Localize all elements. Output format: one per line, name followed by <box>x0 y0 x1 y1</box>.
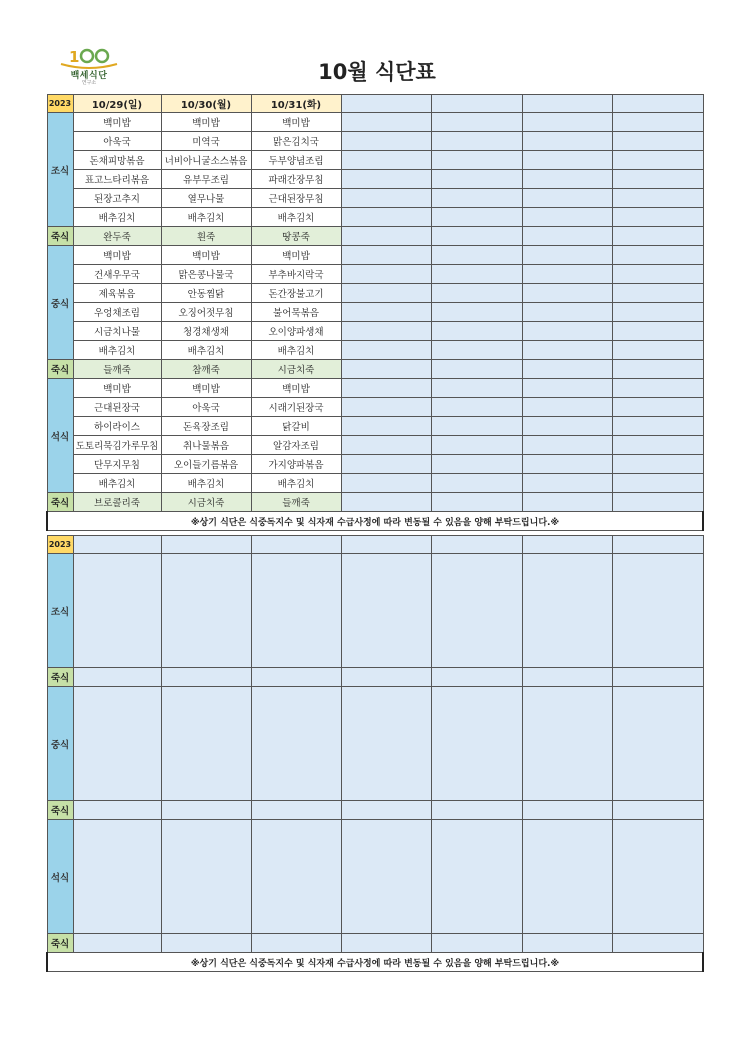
empty-cell <box>251 554 341 668</box>
empty-cell <box>612 801 703 820</box>
menu-item: 미역국 <box>161 132 251 151</box>
menu-item: 단무지무침 <box>73 455 161 474</box>
empty-cell <box>341 132 431 151</box>
empty-cell <box>522 687 612 801</box>
empty-cell <box>431 132 522 151</box>
footnote: ※상기 식단은 식중독지수 및 식자재 수급사정에 따라 변동될 수 있음을 양해 부탁드립니다.※ <box>47 953 703 972</box>
empty-cell <box>161 820 251 934</box>
menu-item: 파래간장무침 <box>251 170 341 189</box>
logo-sub: 연구소 <box>81 80 97 86</box>
empty-cell <box>251 801 341 820</box>
table-row <box>47 820 703 934</box>
menu-item: 배추김치 <box>161 474 251 493</box>
empty-cell <box>341 379 431 398</box>
empty-cell <box>522 474 612 493</box>
note-row <box>47 953 703 972</box>
empty-cell <box>73 687 161 801</box>
empty-cell <box>431 474 522 493</box>
empty-cell <box>522 341 612 360</box>
menu-item: 돈육장조림 <box>161 417 251 436</box>
empty-header <box>73 536 161 554</box>
empty-header <box>522 536 612 554</box>
menu-item: 배추김치 <box>161 341 251 360</box>
meal-label: 중식 <box>47 687 73 801</box>
empty-cell <box>612 398 703 417</box>
empty-cell <box>612 436 703 455</box>
menu-item: 도토리묵김가루무침 <box>73 436 161 455</box>
juk-row <box>47 668 703 687</box>
table-row <box>47 170 703 189</box>
menu-item: 배추김치 <box>251 341 341 360</box>
empty-cell <box>612 132 703 151</box>
menu-item: 오이들기름볶음 <box>161 455 251 474</box>
empty-cell <box>522 801 612 820</box>
table-row <box>47 208 703 227</box>
juk-row <box>47 360 703 379</box>
empty-cell <box>431 322 522 341</box>
empty-cell <box>431 151 522 170</box>
empty-cell <box>522 170 612 189</box>
menu-item: 시래기된장국 <box>251 398 341 417</box>
juk-item: 완두죽 <box>73 227 161 246</box>
empty-cell <box>522 379 612 398</box>
menu-item: 돈간장불고기 <box>251 284 341 303</box>
empty-cell <box>522 246 612 265</box>
empty-cell <box>73 554 161 668</box>
menu-item: 취나물볶음 <box>161 436 251 455</box>
empty-cell <box>522 113 612 132</box>
date-header: 10/31(화) <box>251 95 341 113</box>
empty-cell <box>251 668 341 687</box>
empty-cell <box>522 132 612 151</box>
empty-cell <box>612 820 703 934</box>
menu-item: 백미밥 <box>161 379 251 398</box>
note-row <box>47 512 703 531</box>
empty-cell <box>341 801 431 820</box>
empty-cell <box>341 208 431 227</box>
menu-item: 불어묵볶음 <box>251 303 341 322</box>
empty-cell <box>431 303 522 322</box>
empty-cell <box>161 687 251 801</box>
menu-item: 맑은콩나물국 <box>161 265 251 284</box>
menu-item: 시금치나물 <box>73 322 161 341</box>
logo-mark-icon <box>56 46 122 70</box>
empty-cell <box>612 170 703 189</box>
empty-cell <box>341 436 431 455</box>
empty-cell <box>522 189 612 208</box>
empty-cell <box>251 934 341 953</box>
empty-cell <box>341 455 431 474</box>
empty-header <box>431 95 522 113</box>
table-row <box>47 246 703 265</box>
menu-item: 가지양파볶음 <box>251 455 341 474</box>
meal-label: 조식 <box>47 113 73 227</box>
empty-header <box>522 95 612 113</box>
menu-item: 배추김치 <box>73 474 161 493</box>
menu-item: 백미밥 <box>73 113 161 132</box>
juk-item: 브로콜리죽 <box>73 493 161 512</box>
empty-cell <box>612 934 703 953</box>
empty-cell <box>522 436 612 455</box>
empty-cell <box>341 668 431 687</box>
juk-label: 죽식 <box>47 801 73 820</box>
svg-text:1: 1 <box>69 48 80 66</box>
juk-item: 흰죽 <box>161 227 251 246</box>
table-row <box>47 455 703 474</box>
empty-cell <box>431 208 522 227</box>
empty-cell <box>612 113 703 132</box>
empty-cell <box>341 687 431 801</box>
menu-item: 오징어젓무침 <box>161 303 251 322</box>
empty-cell <box>431 113 522 132</box>
empty-cell <box>612 227 703 246</box>
empty-cell <box>431 668 522 687</box>
menu-item: 우엉채조림 <box>73 303 161 322</box>
empty-cell <box>431 379 522 398</box>
menu-item: 돈채피망볶음 <box>73 151 161 170</box>
menu-item: 백미밥 <box>161 113 251 132</box>
juk-label: 죽식 <box>47 360 73 379</box>
empty-cell <box>341 820 431 934</box>
table-row <box>47 189 703 208</box>
table-row <box>47 474 703 493</box>
menu-item: 닭갈비 <box>251 417 341 436</box>
menu-item: 건새우무국 <box>73 265 161 284</box>
menu-item: 너비아니굴소스볶음 <box>161 151 251 170</box>
menu-item: 오이양파생채 <box>251 322 341 341</box>
menu-item: 배추김치 <box>73 208 161 227</box>
menu-item: 표고느타리볶음 <box>73 170 161 189</box>
empty-cell <box>73 820 161 934</box>
empty-cell <box>431 493 522 512</box>
menu-item: 백미밥 <box>251 113 341 132</box>
empty-cell <box>612 455 703 474</box>
menu-item: 배추김치 <box>161 208 251 227</box>
empty-cell <box>431 398 522 417</box>
menu-item: 백미밥 <box>251 379 341 398</box>
meal-label: 석식 <box>47 820 73 934</box>
empty-header <box>431 536 522 554</box>
empty-cell <box>522 554 612 668</box>
menu-item: 된장고추지 <box>73 189 161 208</box>
empty-cell <box>522 455 612 474</box>
juk-item: 참깨죽 <box>161 360 251 379</box>
empty-cell <box>341 417 431 436</box>
empty-cell <box>341 227 431 246</box>
menu-item: 알감자조림 <box>251 436 341 455</box>
empty-cell <box>522 284 612 303</box>
empty-header <box>612 536 703 554</box>
juk-item: 들깨죽 <box>73 360 161 379</box>
empty-cell <box>612 379 703 398</box>
empty-cell <box>522 151 612 170</box>
menu-item: 백미밥 <box>161 246 251 265</box>
date-header: 10/30(월) <box>161 95 251 113</box>
menu-item: 아욱국 <box>73 132 161 151</box>
empty-header <box>341 536 431 554</box>
empty-cell <box>161 934 251 953</box>
empty-cell <box>431 820 522 934</box>
empty-cell <box>341 151 431 170</box>
meal-label: 중식 <box>47 246 73 360</box>
empty-cell <box>522 208 612 227</box>
table-row <box>47 417 703 436</box>
juk-row <box>47 227 703 246</box>
week2-menu-table <box>46 535 704 972</box>
empty-cell <box>612 341 703 360</box>
date-header: 10/29(일) <box>73 95 161 113</box>
menu-item: 부추바지락국 <box>251 265 341 284</box>
table-row <box>47 687 703 801</box>
menu-item: 아욱국 <box>161 398 251 417</box>
empty-cell <box>522 227 612 246</box>
table-row <box>47 132 703 151</box>
menu-item: 안동찜닭 <box>161 284 251 303</box>
empty-cell <box>341 284 431 303</box>
empty-cell <box>522 820 612 934</box>
table-row <box>47 151 703 170</box>
menu-item: 근대된장무침 <box>251 189 341 208</box>
empty-cell <box>522 360 612 379</box>
empty-cell <box>161 801 251 820</box>
empty-cell <box>431 436 522 455</box>
empty-cell <box>341 246 431 265</box>
empty-cell <box>522 493 612 512</box>
empty-cell <box>431 189 522 208</box>
empty-cell <box>161 554 251 668</box>
header-row <box>47 95 703 113</box>
empty-cell <box>73 668 161 687</box>
juk-item: 시금치죽 <box>251 360 341 379</box>
empty-cell <box>612 284 703 303</box>
empty-cell <box>341 360 431 379</box>
empty-cell <box>341 493 431 512</box>
empty-cell <box>251 687 341 801</box>
table-row <box>47 436 703 455</box>
empty-header <box>161 536 251 554</box>
menu-item: 근대된장국 <box>73 398 161 417</box>
table-row <box>47 341 703 360</box>
empty-cell <box>341 322 431 341</box>
juk-item: 들깨죽 <box>251 493 341 512</box>
empty-cell <box>341 554 431 668</box>
menu-item: 백미밥 <box>73 379 161 398</box>
table-row <box>47 284 703 303</box>
menu-item: 제육볶음 <box>73 284 161 303</box>
empty-cell <box>431 246 522 265</box>
empty-cell <box>73 934 161 953</box>
empty-cell <box>431 170 522 189</box>
empty-cell <box>522 417 612 436</box>
year-cell: 2023 <box>47 95 73 113</box>
juk-row <box>47 801 703 820</box>
empty-cell <box>612 360 703 379</box>
empty-cell <box>612 151 703 170</box>
juk-row <box>47 934 703 953</box>
empty-cell <box>522 322 612 341</box>
empty-cell <box>612 265 703 284</box>
table-row <box>47 379 703 398</box>
table-row <box>47 398 703 417</box>
juk-row <box>47 493 703 512</box>
empty-cell <box>431 687 522 801</box>
empty-cell <box>612 208 703 227</box>
empty-cell <box>522 265 612 284</box>
menu-item: 청경채생채 <box>161 322 251 341</box>
menu-item: 배추김치 <box>251 208 341 227</box>
meal-label: 석식 <box>47 379 73 493</box>
empty-cell <box>161 668 251 687</box>
menu-item: 배추김치 <box>251 474 341 493</box>
empty-cell <box>612 687 703 801</box>
empty-cell <box>612 322 703 341</box>
empty-cell <box>612 554 703 668</box>
empty-cell <box>431 554 522 668</box>
menu-item: 열무나물 <box>161 189 251 208</box>
logo-name: 백세식단 <box>70 71 108 81</box>
page-title: 10월 식단표 <box>318 60 436 84</box>
empty-cell <box>612 474 703 493</box>
meal-label: 조식 <box>47 554 73 668</box>
empty-cell <box>431 284 522 303</box>
empty-header <box>251 536 341 554</box>
week1-menu-table <box>46 94 704 531</box>
juk-label: 죽식 <box>47 934 73 953</box>
menu-item: 배추김치 <box>73 341 161 360</box>
empty-cell <box>341 265 431 284</box>
empty-cell <box>522 934 612 953</box>
empty-cell <box>612 493 703 512</box>
empty-cell <box>341 170 431 189</box>
footnote: ※상기 식단은 식중독지수 및 식자재 수급사정에 따라 변동될 수 있음을 양해 부탁드립니다.※ <box>47 512 703 531</box>
juk-label: 죽식 <box>47 493 73 512</box>
empty-cell <box>341 341 431 360</box>
empty-cell <box>341 934 431 953</box>
menu-item: 두부양념조림 <box>251 151 341 170</box>
header-row <box>47 536 703 554</box>
year-cell: 2023 <box>47 536 73 554</box>
menu-item: 맑은김치국 <box>251 132 341 151</box>
empty-cell <box>522 668 612 687</box>
empty-cell <box>612 417 703 436</box>
table-row <box>47 265 703 284</box>
empty-cell <box>341 303 431 322</box>
empty-cell <box>431 341 522 360</box>
empty-cell <box>612 246 703 265</box>
empty-cell <box>431 455 522 474</box>
empty-cell <box>431 360 522 379</box>
empty-cell <box>341 398 431 417</box>
empty-cell <box>612 303 703 322</box>
juk-item: 땅콩죽 <box>251 227 341 246</box>
empty-cell <box>431 227 522 246</box>
empty-cell <box>73 801 161 820</box>
empty-cell <box>431 934 522 953</box>
juk-label: 죽식 <box>47 227 73 246</box>
menu-item: 하이라이스 <box>73 417 161 436</box>
menu-item: 백미밥 <box>73 246 161 265</box>
logo <box>56 46 122 86</box>
juk-label: 죽식 <box>47 668 73 687</box>
table-row <box>47 303 703 322</box>
empty-cell <box>341 474 431 493</box>
empty-header <box>612 95 703 113</box>
empty-cell <box>612 189 703 208</box>
empty-cell <box>341 189 431 208</box>
table-row <box>47 554 703 668</box>
empty-cell <box>341 113 431 132</box>
empty-cell <box>612 668 703 687</box>
empty-cell <box>431 801 522 820</box>
table-row <box>47 322 703 341</box>
empty-cell <box>431 265 522 284</box>
empty-cell <box>522 398 612 417</box>
empty-cell <box>522 303 612 322</box>
empty-cell <box>251 820 341 934</box>
empty-header <box>341 95 431 113</box>
empty-cell <box>431 417 522 436</box>
menu-item: 백미밥 <box>251 246 341 265</box>
menu-item: 유부무조림 <box>161 170 251 189</box>
table-row <box>47 113 703 132</box>
juk-item: 시금치죽 <box>161 493 251 512</box>
